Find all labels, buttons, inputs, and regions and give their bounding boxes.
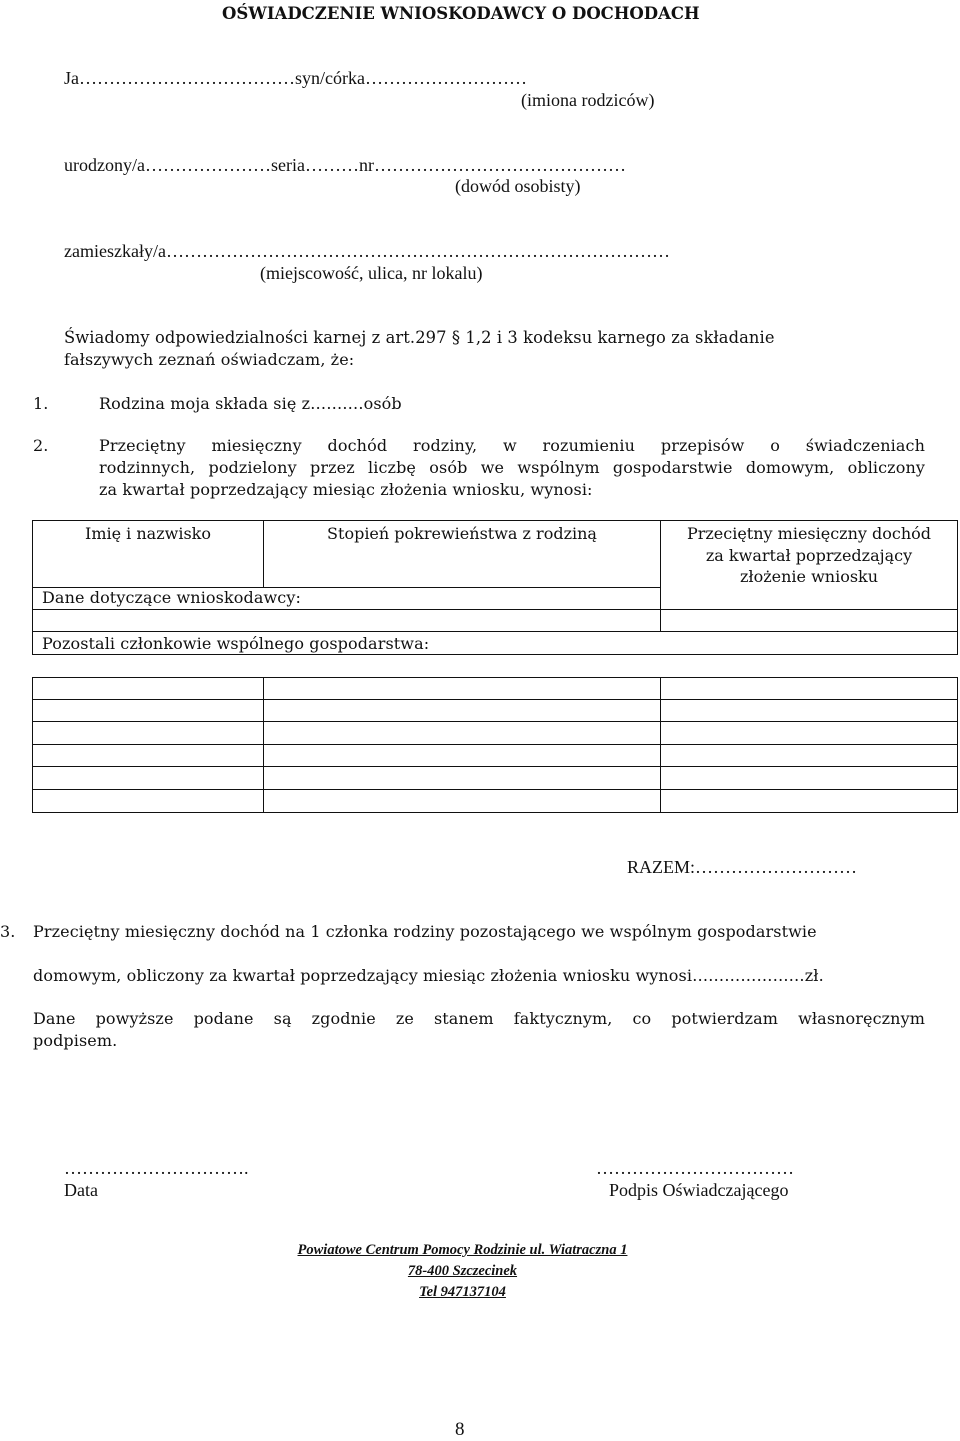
income-definition-line-1: Przeciętny miesięczny dochód rodziny, w rozumieniu przepisów o świadczeniach xyxy=(99,436,925,455)
signature-dotted-line: …………………………… xyxy=(596,1158,794,1178)
address-caption: (miejscowość, ulica, nr lokalu) xyxy=(260,263,483,283)
date-label: Data xyxy=(64,1180,98,1200)
footer-address-line-1: Powiatowe Centrum Pomocy Rodzinie ul. Wiatraczna 1 xyxy=(297,1242,628,1258)
per-person-income-line-1: Przeciętny miesięczny dochód na 1 członka rodziny pozostającego we wspólnym gospodarstwie xyxy=(33,922,817,941)
statement-line-1: Dane powyższe podane są zgodnie ze stanem faktycznym, co potwierdzam własnoręcznym xyxy=(33,1009,925,1028)
family-size-line: Rodzina moja składa się z……….osób xyxy=(99,394,402,413)
page-number: 8 xyxy=(455,1419,465,1440)
income-definition-line-2: rodzinnych, podzielony przez liczbę osób we wspólnym gospodarstwie domowym, obliczony xyxy=(99,458,925,477)
applicant-row-label: Dane dotyczące wnioskodawcy: xyxy=(42,588,301,607)
name-field-line: Ja………………………………syn/córka……………………… xyxy=(64,68,527,88)
item-3-number: 3. xyxy=(0,922,16,941)
footer-address-line-2: 78-400 Szczecinek xyxy=(407,1263,518,1279)
item-1-number: 1. xyxy=(33,394,49,413)
footer-phone: Tel 947137104 xyxy=(419,1284,506,1300)
id-card-caption: (dowód osobisty) xyxy=(455,176,581,196)
column-header-income-l2: za kwartał poprzedzający xyxy=(705,546,913,565)
document-title: OŚWIADCZENIE WNIOSKODAWCY O DOCHODACH xyxy=(222,4,700,23)
total-line: RAZEM:……………………… xyxy=(627,857,858,877)
per-person-income-line-2: domowym, obliczony za kwartał poprzedzający miesiąc złożenia wniosku wynosi…………………zł. xyxy=(33,966,824,985)
address-field-line: zamieszkały/a………………………………………………………………………… xyxy=(64,241,670,261)
birth-id-field-line: urodzony/a…………………seria………nr…………………………………… xyxy=(64,155,626,175)
column-header-income-l3: złożenie wniosku xyxy=(739,567,879,586)
parents-names-caption: (imiona rodziców) xyxy=(521,90,655,110)
income-definition-line-3: za kwartał poprzedzający miesiąc złożenia wniosku, wynosi: xyxy=(99,480,593,499)
column-header-name: Imię i nazwisko xyxy=(85,524,211,543)
intro-line-1: Świadomy odpowiedzialności karnej z art.297 § 1,2 i 3 kodeksu karnego za składanie xyxy=(64,328,775,347)
item-2-number: 2. xyxy=(33,436,49,455)
intro-line-2: fałszywych zeznań oświadczam, że: xyxy=(64,350,355,369)
statement-line-2: podpisem. xyxy=(33,1031,118,1050)
column-header-relationship: Stopień pokrewieństwa z rodziną xyxy=(327,524,597,543)
signature-label: Podpis Oświadczającego xyxy=(609,1180,789,1200)
date-dotted-line: …………………………. xyxy=(64,1158,249,1178)
household-members-label: Pozostali członkowie wspólnego gospodarstwa: xyxy=(42,634,430,653)
column-header-income-l1: Przeciętny miesięczny dochód xyxy=(686,524,932,543)
